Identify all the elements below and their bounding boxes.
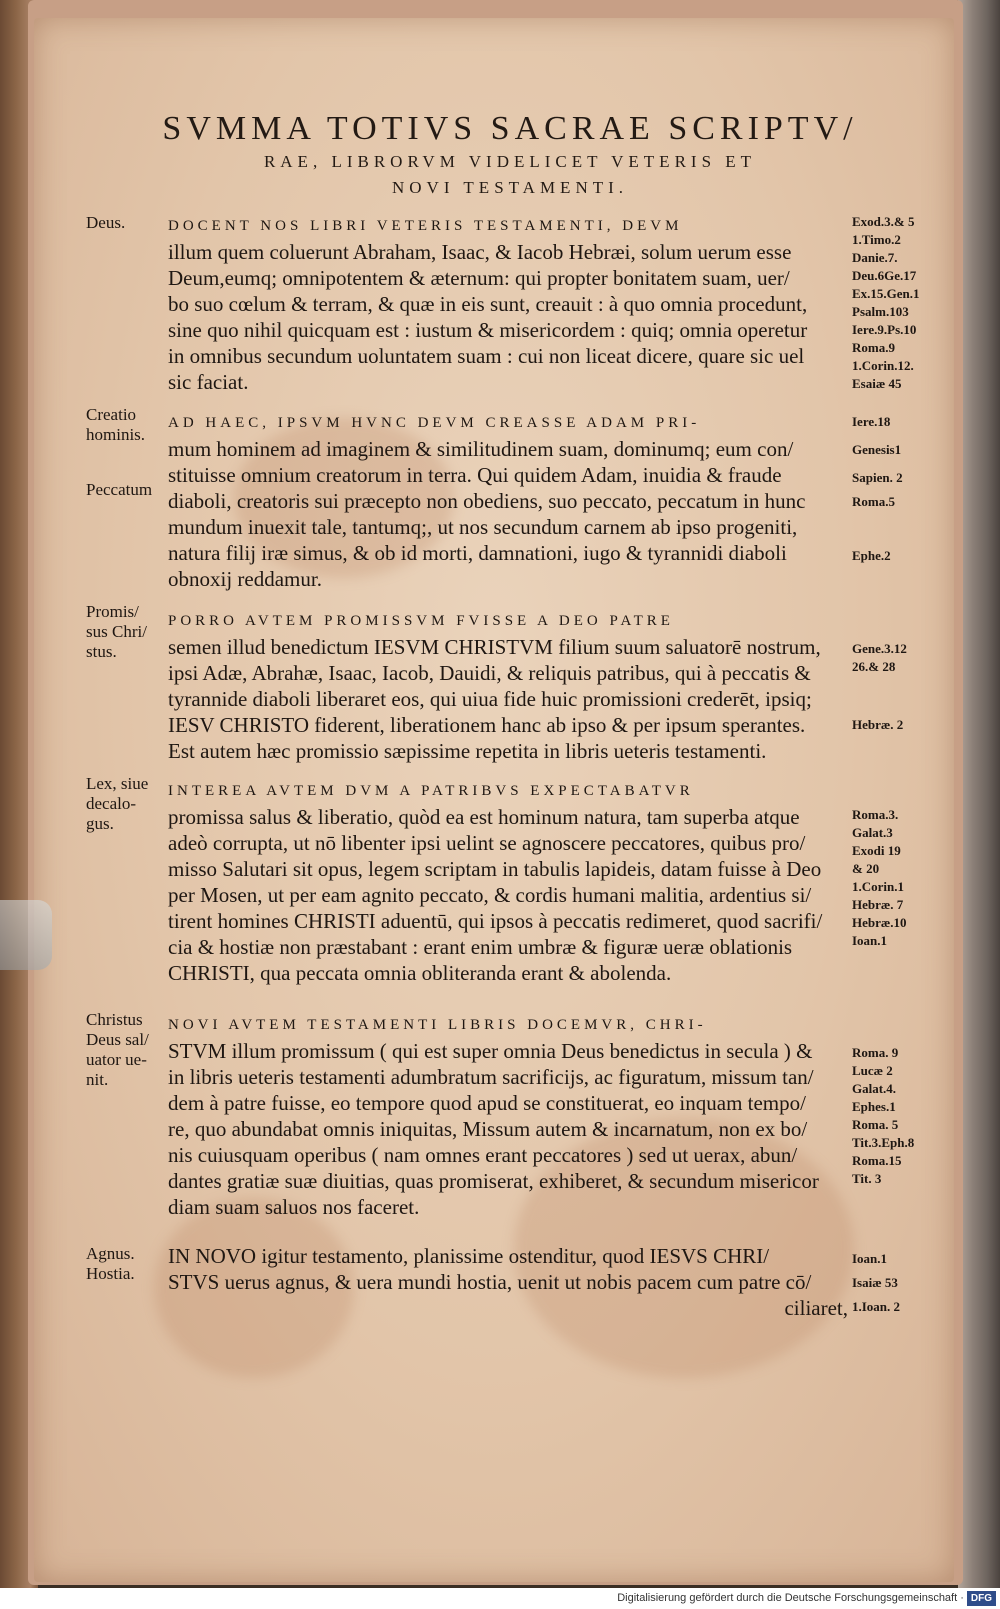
- text-line: CHRISTI, qua peccata omnia obliteranda erant & abolenda.: [168, 961, 672, 985]
- margin-references: Exod.3.& 5 1.Timo.2 Danie.7. Deu.6Ge.17 Ex.15.Gen.1 Psalm.103 Iere.9.Ps.10 Roma.9 1.Corin.12. Esaiæ 45: [852, 214, 920, 391]
- margin-gloss: Creatio hominis.: [86, 405, 146, 444]
- margin-references: Ioan.1 Isaiæ 53 1.Ioan. 2: [852, 1251, 901, 1314]
- text-line: illum quem coluerunt Abraham, Isaac, & Iacob Hebræi, solum uerum esse: [168, 240, 792, 264]
- text-line: dem à patre fuisse, eo tempore quod apud se constituerat, eo inquam tempo/: [168, 1091, 806, 1115]
- margin-references: Iere.18 Genesis1 Sapien. 2 Roma.5 Ephe.2: [852, 414, 903, 563]
- text-line: PORRO AVTEM PROMISSVM FVISSE A DEO PATRE: [168, 613, 674, 629]
- paragraph-promissus: [168, 608, 848, 764]
- page-clip: [0, 900, 52, 970]
- text-line: NOVI AVTEM TESTAMENTI LIBRIS DOCEMVR, CHRI-: [168, 1017, 707, 1033]
- text-line: semen illud benedictum IESVM CHRISTVM filium suum saluatorē nostrum,: [168, 635, 821, 659]
- text-line: natura filij iræ simus, & ob id morti, damnationi, iugo & tyrannidi diaboli: [168, 541, 787, 565]
- text-line: IN NOVO igitur testamento, planissime ostenditur, quod IESVS CHRI/: [168, 1244, 770, 1268]
- text-line: obnoxij reddamur.: [168, 567, 322, 591]
- text-line: bo suo cœlum & terram, & quæ in eis sunt, creauit : à quo omnia procedunt,: [168, 292, 808, 316]
- text-line: sic faciat.: [168, 370, 249, 394]
- page-subtitle: NOVI TESTAMENTI.: [391, 178, 629, 197]
- text-line: DOCENT NOS LIBRI VETERIS TESTAMENTI, DEVM: [168, 218, 683, 234]
- text-line: Deum,eumq; omnipotentem & æternum: qui propter bonitatem suam, uer/: [168, 266, 790, 290]
- text-line: ciliaret,: [784, 1296, 848, 1320]
- text-line: AD HAEC, IPSVM HVNC DEVM CREASSE ADAM PRI-: [168, 415, 701, 431]
- text-line: in omnibus secundum uoluntatem suam : cui non liceat dicere, quare sic uel: [168, 344, 805, 368]
- text-line: diaboli, creatoris sui præcepto non obediens, suo peccato, peccatum in hunc: [168, 489, 806, 513]
- paragraph-creatio: [168, 410, 848, 592]
- text-line: per Mosen, ut per eam agnito peccato, & cordis humani malitia, ardentius si/: [168, 883, 812, 907]
- text-line: adeò corrupta, ut nō libenter ipsi uelint se agnoscere peccatores, quibus pro/: [168, 831, 806, 855]
- text-line: mundum inuexit tale, tantumq;, ut nos secundum carnem ab ipso progeniti,: [168, 515, 798, 539]
- text-line: mum hominem ad imaginem & similitudinem suam, dominumq; eum con/: [168, 437, 794, 461]
- paragraph-agnus: [168, 1243, 848, 1321]
- margin-references: Roma. 9 Lucæ 2 Galat.4. Ephes.1 Roma. 5 Tit.3.Eph.8 Roma.15 Tit. 3: [852, 1045, 915, 1186]
- paragraph-deus: [168, 213, 848, 395]
- text-line: misso Salutari sit opus, legem scriptam in tabulis lapideis, datam fuisse à Deo: [168, 857, 822, 881]
- margin-references: Roma.3. Galat.3 Exodi 19 & 20 1.Corin.1 Hebræ. 7 Hebræ.10 Ioan.1: [852, 807, 907, 948]
- margin-gloss: Promis/ sus Chri/ stus.: [86, 602, 147, 661]
- text-line: dantes gratiæ suæ diuitias, quas promiserat, exhiberet, & secundum misericor: [168, 1169, 819, 1193]
- text-line: promissa salus & liberatio, quòd ea est hominum natura, tam superba atque: [168, 805, 800, 829]
- page-subtitle: RAE, LIBRORVM VIDELICET VETERIS ET: [263, 152, 757, 171]
- margin-gloss: Deus.: [86, 213, 126, 232]
- text-line: ipsi Adæ, Abrahæ, Isaac, Iacob, Dauidi, & reliquis patribus, qui à peccatis &: [168, 661, 811, 685]
- digitization-footer: [0, 1588, 1000, 1609]
- text-line: sine quo nihil quicquam est : iustum & misericordem : quiq; omnia operetur: [168, 318, 808, 342]
- paragraph-christus: [168, 1012, 848, 1220]
- text-line: IESV CHRISTO fiderent, liberationem hanc ab ipso & per ipsum sperantes.: [168, 713, 806, 737]
- margin-gloss: Lex, siue decalo- gus.: [86, 774, 149, 833]
- margin-gloss: Agnus. Hostia.: [86, 1244, 135, 1283]
- text-line: INTEREA AVTEM DVM A PATRIBVS EXPECTABATVR: [168, 783, 694, 799]
- text-line: nis cuiusquam operibus ( nam omnes erant peccatores ) sed ut uerax, abun/: [168, 1143, 798, 1167]
- paragraph-lex: [168, 778, 848, 986]
- margin-references: Gene.3.12 26.& 28 Hebræ. 2: [852, 641, 907, 732]
- dfg-logo: DFG: [967, 1591, 996, 1606]
- margin-gloss: Peccatum: [86, 480, 153, 499]
- margin-gloss: Christus Deus sal/ uator ue- nit.: [86, 1010, 149, 1089]
- footer-text: Digitalisierung gefördert durch die Deutsche Forschungsgemeinschaft ·: [617, 1592, 964, 1604]
- text-line: Est autem hæc promissio sæpissime repetita in libris ueteris testamenti.: [168, 739, 767, 763]
- text-line: in libris ueteris testamenti adumbratum sacrificijs, ac figuratum, missum tan/: [168, 1065, 814, 1089]
- text-line: cia & hostiæ non præstabant : erant enim umbræ & figuræ ueræ oblationis: [168, 935, 793, 959]
- text-line: stituisse omnium creatorum in terra. Qui quidem Adam, inuidia & fraude: [168, 463, 782, 487]
- text-line: tirent homines CHRISTI aduentū, qui ipsos à peccatis redimeret, quod sacrifi/: [168, 909, 823, 933]
- text-line: re, quo abundabat omnis iniquitas, Missum autem & incarnatum, non ex bo/: [168, 1117, 808, 1141]
- text-line: STVM illum promissum ( qui est super omnia Deus benedictus in secula ) &: [168, 1039, 813, 1063]
- page-title: SVMMA TOTIVS SACRAE SCRIPTV/: [162, 110, 858, 147]
- text-line: STVS uerus agnus, & uera mundi hostia, uenit ut nobis pacem cum patre cō/: [168, 1270, 812, 1294]
- text-line: diam suam saluos nos faceret.: [168, 1195, 420, 1219]
- text-line: tyrannide diaboli liberaret eos, qui uiua fide huic promissioni crederēt, ipsiq;: [168, 687, 812, 711]
- book-binding-right: [958, 0, 1000, 1609]
